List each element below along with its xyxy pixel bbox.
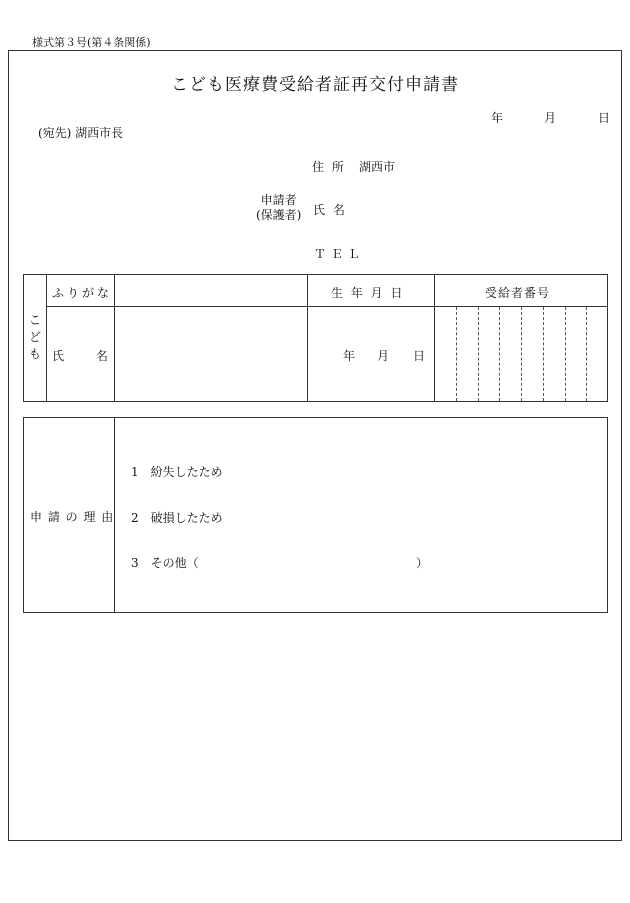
- applicant-name-label: 氏 名: [313, 203, 347, 217]
- birth-month-label: 月: [377, 349, 390, 363]
- reason-table-bottom-border: [23, 612, 608, 613]
- recipient-digit-divider: [521, 307, 522, 401]
- applicant-label-line2: (保護者): [256, 208, 302, 222]
- child-table-divider: [307, 274, 308, 402]
- child-table-right-border: [607, 274, 608, 402]
- child-table-left-border: [23, 274, 24, 402]
- reason-item-lost: 1 紛失したため: [131, 465, 223, 479]
- reason-table-top-border: [23, 417, 608, 418]
- recipient-digit-divider: [499, 307, 500, 401]
- child-side-label: こ ど も: [28, 313, 41, 361]
- child-name-label: 氏 名: [52, 349, 108, 363]
- date-month-label: 月: [544, 111, 557, 125]
- child-table-divider: [114, 274, 115, 402]
- child-table-row-divider: [46, 306, 608, 307]
- recipient-number-label: 受給者番号: [485, 286, 551, 300]
- addressee: (宛先) 湖西市長: [38, 126, 124, 140]
- reason-table-left-border: [23, 417, 24, 613]
- furigana-label: ふりがな: [52, 286, 113, 300]
- address-value: 湖西市: [359, 160, 396, 174]
- address-label: 住 所: [312, 160, 346, 174]
- date-day-label: 日: [598, 111, 611, 125]
- child-table-top-border: [23, 274, 608, 275]
- reason-item-damaged: 2 破損したため: [131, 511, 223, 525]
- reason-item-other: 3 その他（: [131, 556, 199, 570]
- birthdate-label: 生 年 月 日: [331, 286, 405, 300]
- recipient-digit-divider: [543, 307, 544, 401]
- applicant-label-line1: 申請者: [260, 193, 297, 207]
- child-table-divider: [46, 274, 47, 402]
- child-table-bottom-border: [23, 401, 608, 402]
- child-table-divider: [434, 274, 435, 402]
- birth-day-label: 日: [413, 349, 426, 363]
- recipient-digit-divider: [586, 307, 587, 401]
- date-year-label: 年: [491, 111, 504, 125]
- birth-year-label: 年: [343, 349, 356, 363]
- recipient-digit-divider: [565, 307, 566, 401]
- applicant-label: [256, 193, 301, 223]
- form-number: 様式第３号(第４条関係): [32, 36, 151, 49]
- reason-label: 申 請 の 理 由: [30, 510, 115, 524]
- reason-item-other-close: ）: [416, 556, 429, 570]
- tel-label: ＴＥＬ: [314, 247, 366, 261]
- reason-table-right-border: [607, 417, 608, 613]
- recipient-digit-divider: [456, 307, 457, 401]
- recipient-digit-divider: [478, 307, 479, 401]
- form-title: こども医療費受給者証再交付申請書: [171, 75, 459, 95]
